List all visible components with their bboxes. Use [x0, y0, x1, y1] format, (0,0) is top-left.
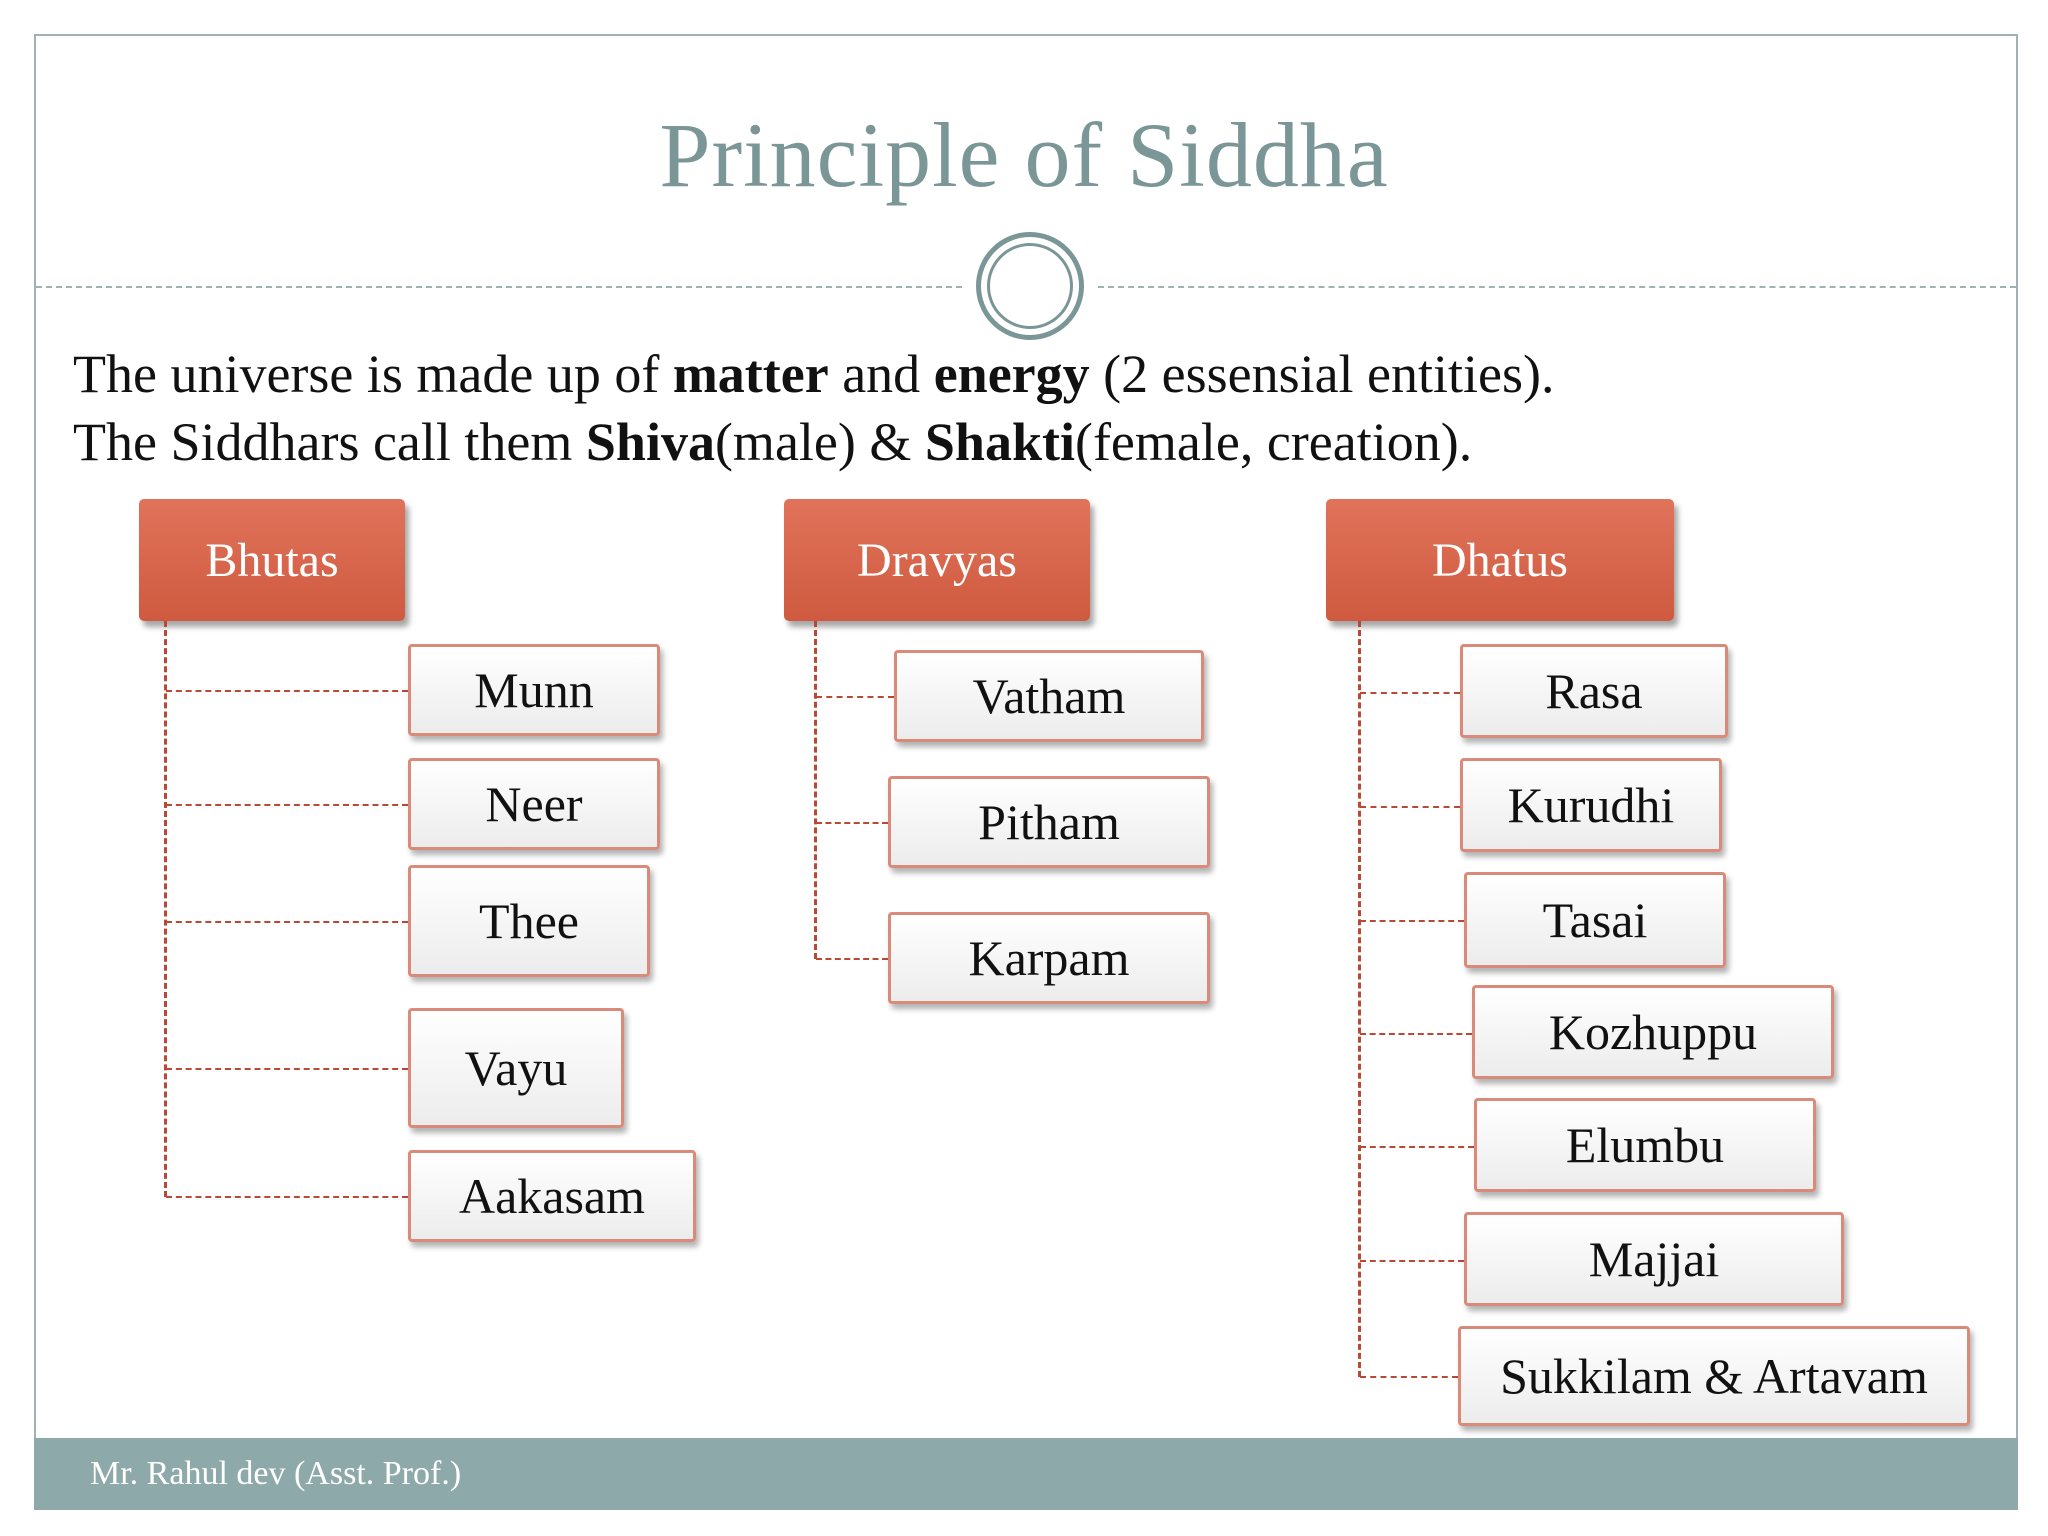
item-kurudhi: Kurudhi [1460, 758, 1722, 852]
intro-line-1-part-3: (2 essensial entities). [1089, 344, 1555, 404]
intro-term-shiva: Shiva [585, 412, 715, 472]
item-majjai: Majjai [1464, 1212, 1844, 1306]
slide-title: Principle of Siddha [659, 104, 1389, 206]
connector-vayu [166, 1068, 408, 1070]
connector-trunk-dhatus [1358, 621, 1361, 1377]
item-kozhuppu: Kozhuppu [1472, 985, 1834, 1079]
connector-trunk-dravyas [814, 621, 817, 959]
intro-text [73, 340, 1555, 476]
connector-neer [166, 804, 408, 806]
item-vayu: Vayu [408, 1008, 624, 1128]
connector-aakasam [166, 1196, 408, 1198]
item-karpam: Karpam [888, 912, 1210, 1004]
connector-elumbu [1360, 1146, 1474, 1148]
footer-author: Mr. Rahul dev (Asst. Prof.) [90, 1455, 462, 1492]
intro-term-matter: matter [672, 344, 829, 404]
item-thee: Thee [408, 865, 650, 977]
intro-line-2-part-2: (male) & [714, 412, 925, 472]
connector-pitham [816, 822, 888, 824]
intro-line-2-part-1: The Siddhars call them [73, 412, 586, 472]
item-rasa: Rasa [1460, 644, 1728, 738]
ring-ornament-icon [976, 232, 1084, 340]
group-header-dhatus: Dhatus [1326, 499, 1674, 621]
item-sukkilam-artavam: Sukkilam & Artavam [1458, 1326, 1970, 1426]
connector-karpam [816, 958, 888, 960]
connector-munn [166, 690, 408, 692]
item-tasai: Tasai [1464, 872, 1726, 968]
connector-kurudhi [1360, 806, 1460, 808]
divider-right [1098, 286, 2016, 288]
group-header-bhutas: Bhutas [139, 499, 405, 621]
divider-left [36, 286, 962, 288]
intro-line-1-part-1: The universe is made up of [73, 344, 673, 404]
item-neer: Neer [408, 758, 660, 850]
intro-line-1-part-2: and [828, 344, 934, 404]
connector-trunk-bhutas [164, 621, 167, 1197]
connector-vatham [816, 696, 894, 698]
footer-bar [34, 1438, 2018, 1510]
item-vatham: Vatham [894, 650, 1204, 742]
item-pitham: Pitham [888, 776, 1210, 868]
group-header-dravyas: Dravyas [784, 499, 1090, 621]
intro-line-1 [73, 340, 1555, 408]
item-elumbu: Elumbu [1474, 1098, 1816, 1192]
connector-kozhuppu [1360, 1033, 1472, 1035]
item-aakasam: Aakasam [408, 1150, 696, 1242]
connector-thee [166, 921, 408, 923]
item-munn: Munn [408, 644, 660, 736]
connector-tasai [1360, 920, 1464, 922]
intro-line-2 [73, 408, 1555, 476]
intro-term-energy: energy [933, 344, 1090, 404]
intro-line-2-part-3: (female, creation). [1074, 412, 1473, 472]
connector-rasa [1360, 692, 1460, 694]
intro-term-shakti: Shakti [924, 412, 1075, 472]
connector-sukkilam-artavam [1360, 1376, 1458, 1378]
connector-majjai [1360, 1260, 1464, 1262]
